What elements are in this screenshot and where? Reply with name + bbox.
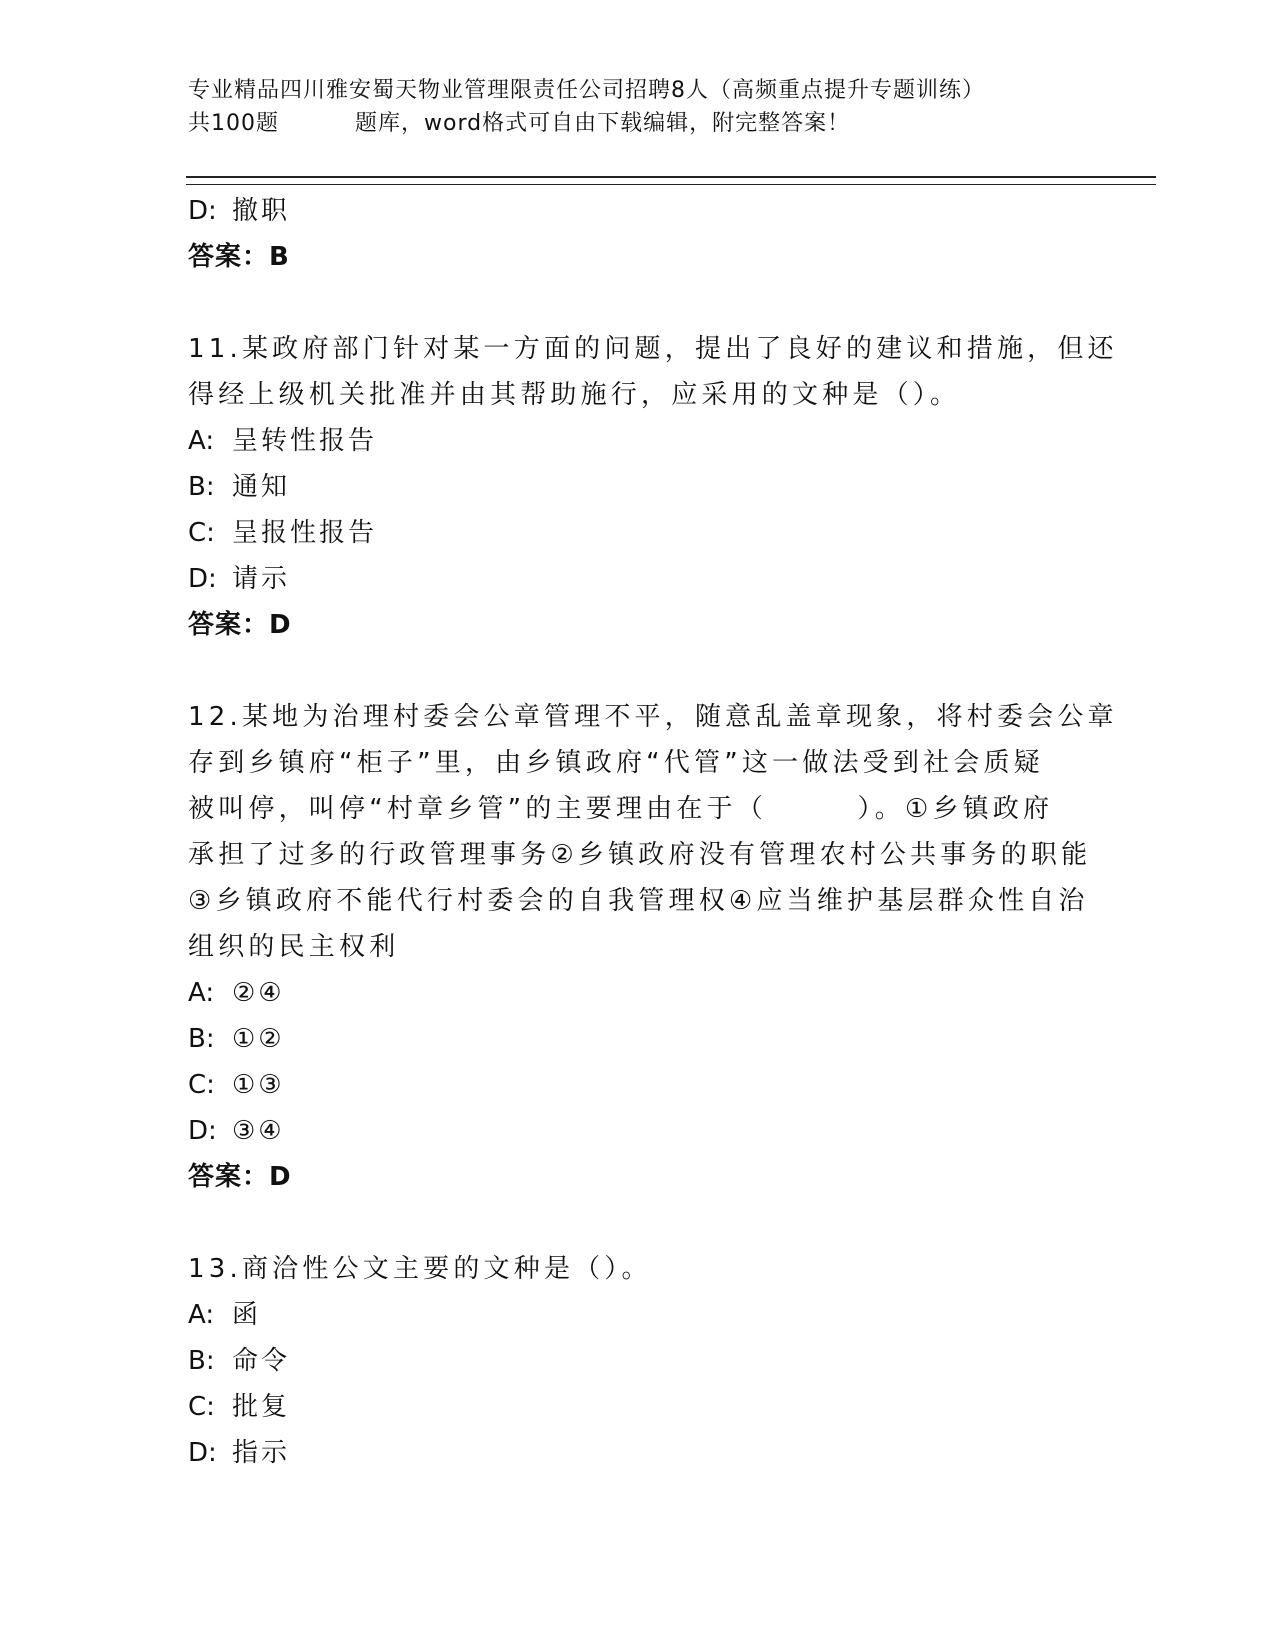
option-key: A: <box>188 978 215 1008</box>
option-row <box>188 1384 1088 1430</box>
option-text: ②④ <box>232 978 285 1008</box>
header-title: 专业精品四川雅安蜀天物业管理限责任公司招聘8人（高频重点提升专题训练） <box>188 78 985 103</box>
option-row <box>188 464 1088 510</box>
document-body <box>188 188 1118 1476</box>
option-text: 通知 <box>232 472 291 502</box>
option-key: B: <box>188 472 215 502</box>
question-text <box>188 326 1118 418</box>
question-line: 承担了过多的行政管理事务②乡镇政府没有管理农村公共事务的职能 <box>188 840 1092 870</box>
option-key: C: <box>188 518 215 548</box>
answer-line: 答案：B <box>188 242 290 272</box>
option-key: B: <box>188 1346 215 1376</box>
question-line: 存到乡镇府“柜子”里，由乡镇政府“代管”这一做法受到社会质疑 <box>188 748 1044 778</box>
option-key: C: <box>188 1392 215 1422</box>
option-row <box>188 1108 1088 1154</box>
option-text: 批复 <box>232 1392 291 1422</box>
option-key: D: <box>188 564 217 594</box>
question-text <box>188 694 1118 970</box>
option-text: 呈转性报告 <box>232 426 378 456</box>
header-note: 题库，word格式可自由下载编辑，附完整答案！ <box>355 111 851 136</box>
option-key: D: <box>188 196 217 226</box>
page-header <box>188 74 1128 140</box>
answer-line: 答案：D <box>188 610 292 640</box>
question-line: 得经上级机关批准并由其帮助施行，应采用的文种是（）。 <box>188 380 961 410</box>
option-key: D: <box>188 1438 217 1468</box>
option-key: B: <box>188 1024 215 1054</box>
option-row <box>188 1430 1088 1476</box>
option-key: A: <box>188 426 215 456</box>
option-row <box>188 1338 1088 1384</box>
option-text: 函 <box>232 1300 262 1330</box>
question-line: ③乡镇政府不能代行村委会的自我管理权④应当维护基层群众性自治 <box>188 886 1089 916</box>
option-row <box>188 970 1088 1016</box>
option-text: 请示 <box>232 564 291 594</box>
question-line: 11.某政府部门针对某一方面的问题，提出了良好的建议和措施，但还 <box>188 334 1118 364</box>
option-row <box>188 556 1088 602</box>
option-text: 撤职 <box>232 196 291 226</box>
option-text: ①② <box>232 1024 285 1054</box>
option-text: 呈报性报告 <box>232 518 378 548</box>
option-row <box>188 510 1088 556</box>
question-text <box>188 1246 1088 1292</box>
question-line: 12.某地为治理村委会公章管理不平，随意乱盖章现象，将村委会公章 <box>188 702 1118 732</box>
question-line: 组织的民主权利 <box>188 932 400 962</box>
option-key: C: <box>188 1070 215 1100</box>
header-divider <box>186 176 1156 185</box>
option-row <box>188 418 1088 464</box>
option-row <box>188 188 1088 234</box>
answer-line: 答案：D <box>188 1162 292 1192</box>
option-text: ①③ <box>232 1070 285 1100</box>
option-row <box>188 1292 1088 1338</box>
option-key: A: <box>188 1300 215 1330</box>
option-key: D: <box>188 1116 217 1146</box>
header-count: 共100题 <box>188 111 279 136</box>
option-text: ③④ <box>232 1116 285 1146</box>
question-line: 被叫停，叫停“村章乡管”的主要理由在于（ ）。①乡镇政府 <box>188 794 1054 824</box>
option-text: 命令 <box>232 1346 291 1376</box>
question-line: 13.商洽性公文主要的文种是（）。 <box>188 1254 652 1284</box>
option-text: 指示 <box>232 1438 291 1468</box>
option-row <box>188 1062 1088 1108</box>
header-subtitle <box>188 107 1128 140</box>
option-row <box>188 1016 1088 1062</box>
